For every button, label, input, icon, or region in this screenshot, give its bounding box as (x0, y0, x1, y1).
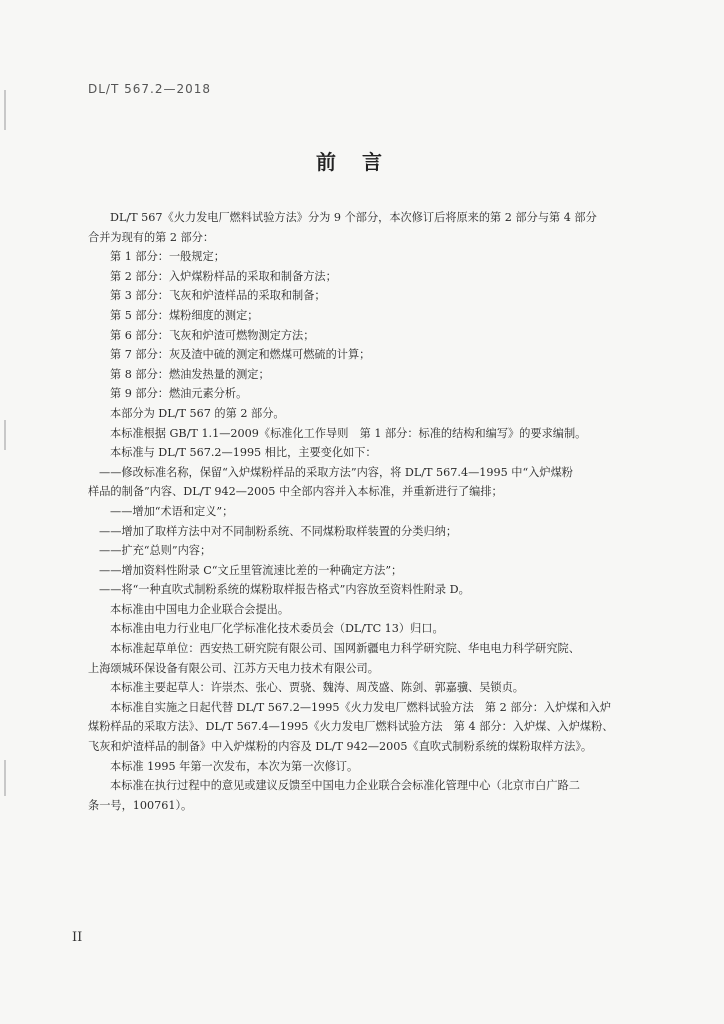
change-item: ——修改标准名称，保留“入炉煤粉样品的采取方法”内容，将 DL/T 567.4—1995 中“入炉煤粉 (99, 465, 573, 479)
paragraph: 本标准主要起草人：许崇杰、张心、贾骁、魏涛、周茂盛、陈剑、郭嘉骥、吴锁贞。 (110, 681, 524, 695)
list-item: 第 1 部分：一般规定； (110, 250, 225, 264)
change-item: ——将“一种直吹式制粉系统的煤粉取样报告格式”内容放至资料性附录 D。 (99, 583, 470, 597)
list-item: 第 7 部分：灰及渣中硫的测定和燃煤可燃硫的计算； (110, 348, 371, 362)
paragraph: 本标准在执行过程中的意见或建议反馈至中国电力企业联合会标准化管理中心（北京市白广路二 (110, 779, 580, 793)
page-number: II (72, 930, 83, 945)
paragraph: 本部分为 DL/T 567 的第 2 部分。 (110, 406, 285, 420)
change-item: ——扩充“总则”内容； (99, 544, 212, 558)
scan-margin-mark (4, 760, 6, 796)
list-item: 第 9 部分：燃油元素分析。 (110, 387, 248, 401)
paragraph: 本标准自实施之日起代替 DL/T 567.2—1995《火力发电厂燃料试验方法 第 2 部分：入炉煤和入炉 (110, 700, 612, 714)
change-item: ——增加“术语和定义”； (110, 504, 234, 518)
foreword-body (88, 208, 664, 815)
scan-margin-mark (4, 90, 6, 130)
paragraph: 本标准由中国电力企业联合会提出。 (110, 602, 290, 616)
list-item: 第 8 部分：燃油发热量的测定； (110, 367, 270, 381)
list-item: 第 6 部分：飞灰和炉渣可燃物测定方法； (110, 328, 315, 342)
paragraph: 合并为现有的第 2 部分： (88, 230, 215, 244)
paragraph: 本标准由电力行业电厂化学标准化技术委员会（DL/TC 13）归口。 (110, 622, 444, 636)
paragraph-continued: 飞灰和炉渣样品的制备》中入炉煤粉的内容及 DL/T 942—2005《直吹式制粉系统的煤粉取样方法》。 (88, 740, 593, 754)
paragraph-continued: 条一号，100761）。 (88, 798, 193, 812)
change-item: ——增加了取样方法中对不同制粉系统、不同煤粉取样装置的分类归纳； (99, 524, 458, 538)
paragraph: 本标准起草单位：西安热工研究院有限公司、国网新疆电力科学研究院、华电电力科学研究院、 (110, 642, 580, 656)
list-item: 第 2 部分：入炉煤粉样品的采取和制备方法； (110, 269, 337, 283)
standard-code-header: DL/T 567.2—2018 (88, 82, 212, 96)
list-item: 第 5 部分：煤粉细度的测定； (110, 308, 259, 322)
scan-margin-mark (4, 420, 6, 450)
paragraph-continued: 煤粉样品的采取方法》、DL/T 567.4—1995《火力发电厂燃料试验方法 第 4 部分：入炉煤、入炉煤粉、 (88, 720, 614, 734)
paragraph-continued: 上海颂城环保设备有限公司、江苏方天电力技术有限公司。 (88, 661, 379, 675)
change-item-continued: 样品的制备”内容、DL/T 942—2005 中全部内容并入本标准，并重新进行了编排； (88, 485, 503, 499)
page-title: 前言 (316, 150, 408, 174)
paragraph: DL/T 567《火力发电厂燃料试验方法》分为 9 个部分，本次修订后将原来的第 2 部分与第 4 部分 (110, 211, 597, 224)
list-item: 第 3 部分：飞灰和炉渣样品的采取和制备； (110, 289, 326, 303)
change-item: ——增加资料性附录 C“文丘里管流速比差的一种确定方法”； (99, 563, 403, 577)
paragraph: 本标准与 DL/T 567.2—1995 相比，主要变化如下： (110, 446, 377, 460)
paragraph: 本标准根据 GB/T 1.1—2009《标准化工作导则 第 1 部分：标准的结构和编写》的要求编制。 (110, 426, 587, 440)
paragraph: 本标准 1995 年第一次发布，本次为第一次修订。 (110, 759, 359, 773)
